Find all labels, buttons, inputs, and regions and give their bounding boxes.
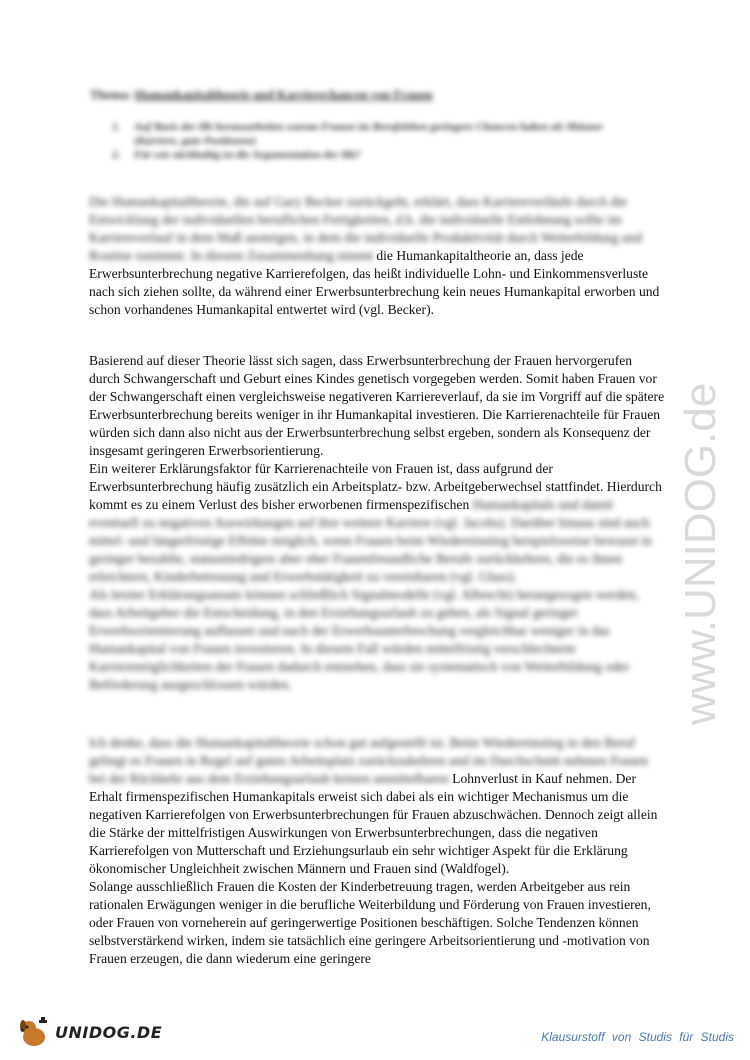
question-number: 2. bbox=[112, 149, 121, 161]
paragraph-1 bbox=[89, 193, 665, 319]
question-text: Für wie stichhaltig ist die Argumentation der Hk? bbox=[134, 149, 361, 161]
question-text: Auf Basis der Hk herausarbeiten warum Frauen im Berufsleben geringere Chancen haben als Männer (Karriere, gute Positionen) bbox=[134, 121, 604, 147]
footer-tagline: Klausurstoff von Studis für Studis bbox=[541, 1030, 734, 1044]
visible-text: Basierend auf dieser Theorie lässt sich sagen, dass Erwerbsunterbrechung der Frauen hervorgerufen durch Schwangerschaft und Geburt eines Kindes genetisch vorgegeben werden. Somit haben Frauen vor der Schwangerschaft einen vergleichsweise negativeren Karriereverlauf, da sie im Vorgriff auf die spätere Erwerbsunterbrechung bereits weniger in ihr Humankapital investieren. Die Karrierenachteile für Frauen würden sich dann also nicht aus der Erwerbsunterbrechung selbst ergeben, sondern als Konsequenz der insgesamt geringeren Erwerbsorientierung. bbox=[89, 353, 665, 458]
question-item bbox=[112, 148, 642, 162]
paragraph-2 bbox=[89, 352, 665, 694]
visible-text: die Humankapitaltheorie an, dass jede Erwerbsunterbrechung negative Karrierefolgen, das heißt individuelle Lohn- und Einkommensverluste nach sich ziehen sollte, da während einer Erwerbsunterbrechung kein neues Humankapital erworben und schon vorhandenes Humankapital entwertet wird (vgl. Becker). bbox=[89, 248, 660, 317]
visible-text: Ein weiterer Erklärungsfaktor für Karrierenachteile von Frauen ist, dass aufgrund der Erwerbsunterbrechung häufig zusätzlich ein Arbeitsplatz- bzw. Arbeitgeberwechsel stattfindet. Hierdurch kommt es zu einem Verlust des bisher erworbenen firmenspezifischen bbox=[89, 461, 662, 512]
dog-mascot-icon bbox=[17, 1015, 51, 1049]
watermark-text: www.UNIDOG.de bbox=[676, 382, 725, 725]
question-list bbox=[112, 120, 642, 162]
visible-text: Solange ausschließlich Frauen die Kosten der Kinderbetreuung tragen, werden Arbeitgeber aus rein rationalen Erwägungen weniger in die berufliche Weiterbildung und Förderung von Frauen investieren, oder Frauen von vorneherein auf geringerwertige Positionen beschäftigen. Solche Tendenzen können selbstverstärkend wirken, indem sie tatsächlich eine geringere Arbeitsorientierung und -motivation von Frauen erzeugen, die dann wiederum eine geringere bbox=[89, 879, 651, 966]
watermark bbox=[663, 270, 733, 730]
paragraph-3 bbox=[89, 734, 665, 878]
question-number: 1. bbox=[112, 121, 121, 133]
blurred-text: Die Humankapitaltheorie, die auf Gary Becker zurückgeht, erklärt, dass Karriereverläufe durch die Entwicklung der individuellen beruflichen Fertigkeiten, d.h. die individuelle Entlohnung sollte im Karriereverlauf in dem Maß ansteigen, in dem die individuelle Produktivität durch Weiterbildung und Routine zunimmt. In diesem Zusammenhang nimmt bbox=[89, 194, 643, 263]
document-title bbox=[90, 88, 432, 103]
blurred-text: Ich denke, dass die Humankapitaltheorie schon gut aufgestellt ist. Beim Wiedereinstieg in den Beruf gelingt es Frauen in Regel auf guten Arbeitsplatz zurückzukehren und im Durchschnitt nehmen Frauen bei der Rückkehr aus dem Erziehungsurlaub keinen unmittelbaren bbox=[89, 735, 649, 786]
paragraph-4 bbox=[89, 878, 665, 968]
blurred-text: Als letzter Erklärungsansatz können schließlich Signalmodelle (vgl. Albrecht) herangezogen werden, dass Arbeitgeber die Entscheidung, in den Erziehungsurlaub zu gehen, als Signal geringer Erwerbsorientierung auffassen und nach der Erwerbsunterbrechung vergleichbar weniger in das Humankapital von Frauen investieren. In diesem Fall würden mittelfristig verschlechterte Karrieremöglichkeiten der Frauen dadurch entstehen, dass sie systematisch von Weiterbildung oder Beförderung ausgeschlossen würden. bbox=[89, 587, 639, 692]
visible-text: Lohnverlust in Kauf nehmen. Der Erhalt firmenspezifischen Humankapitals erweist sich dabei als ein wichtiger Mechanismus um die negativen Karrierefolgen von Erwerbsunterbrechungen für Frauen abzuschwächen. Dennoch zeigt allein die Stärke der mittelfristigen Auswirkungen von Erwerbsunterbrechungen, dass die negativen Karrierefolgen von Mutterschaft und Erziehungsurlaub ein sehr wichtiger Aspekt für die Erklärung ökonomischer Ungleichheit zwischen Männern und Frauen sind (Waldfogel). bbox=[89, 771, 658, 876]
blurred-text: Humankapitals und damit eventuell zu negativen Auswirkungen auf ihre weitere Karriere (vgl. Jacobs). Darüber hinaus sind auch mittel- und längerfristige Effekte möglich, wenn Frauen beim Wiedereinstieg beispielsweise bewusst in geringer bezahlte, statusniedrigere aber eher Frauenfreundliche Berufe zurückkehren, die es ihnen erleichtern, Kinderbetreuung und Erwerbstätigkeit zu vereinbaren (vgl. Glass). bbox=[89, 497, 652, 584]
site-logo[interactable] bbox=[17, 1012, 167, 1052]
logo-text: UNIDOG.DE bbox=[55, 1022, 163, 1042]
question-item bbox=[112, 120, 642, 148]
theme-label: Thema: bbox=[90, 88, 132, 102]
theme-title: Humankapitaltheorie und Karrierechancen von Frauen bbox=[134, 88, 433, 102]
